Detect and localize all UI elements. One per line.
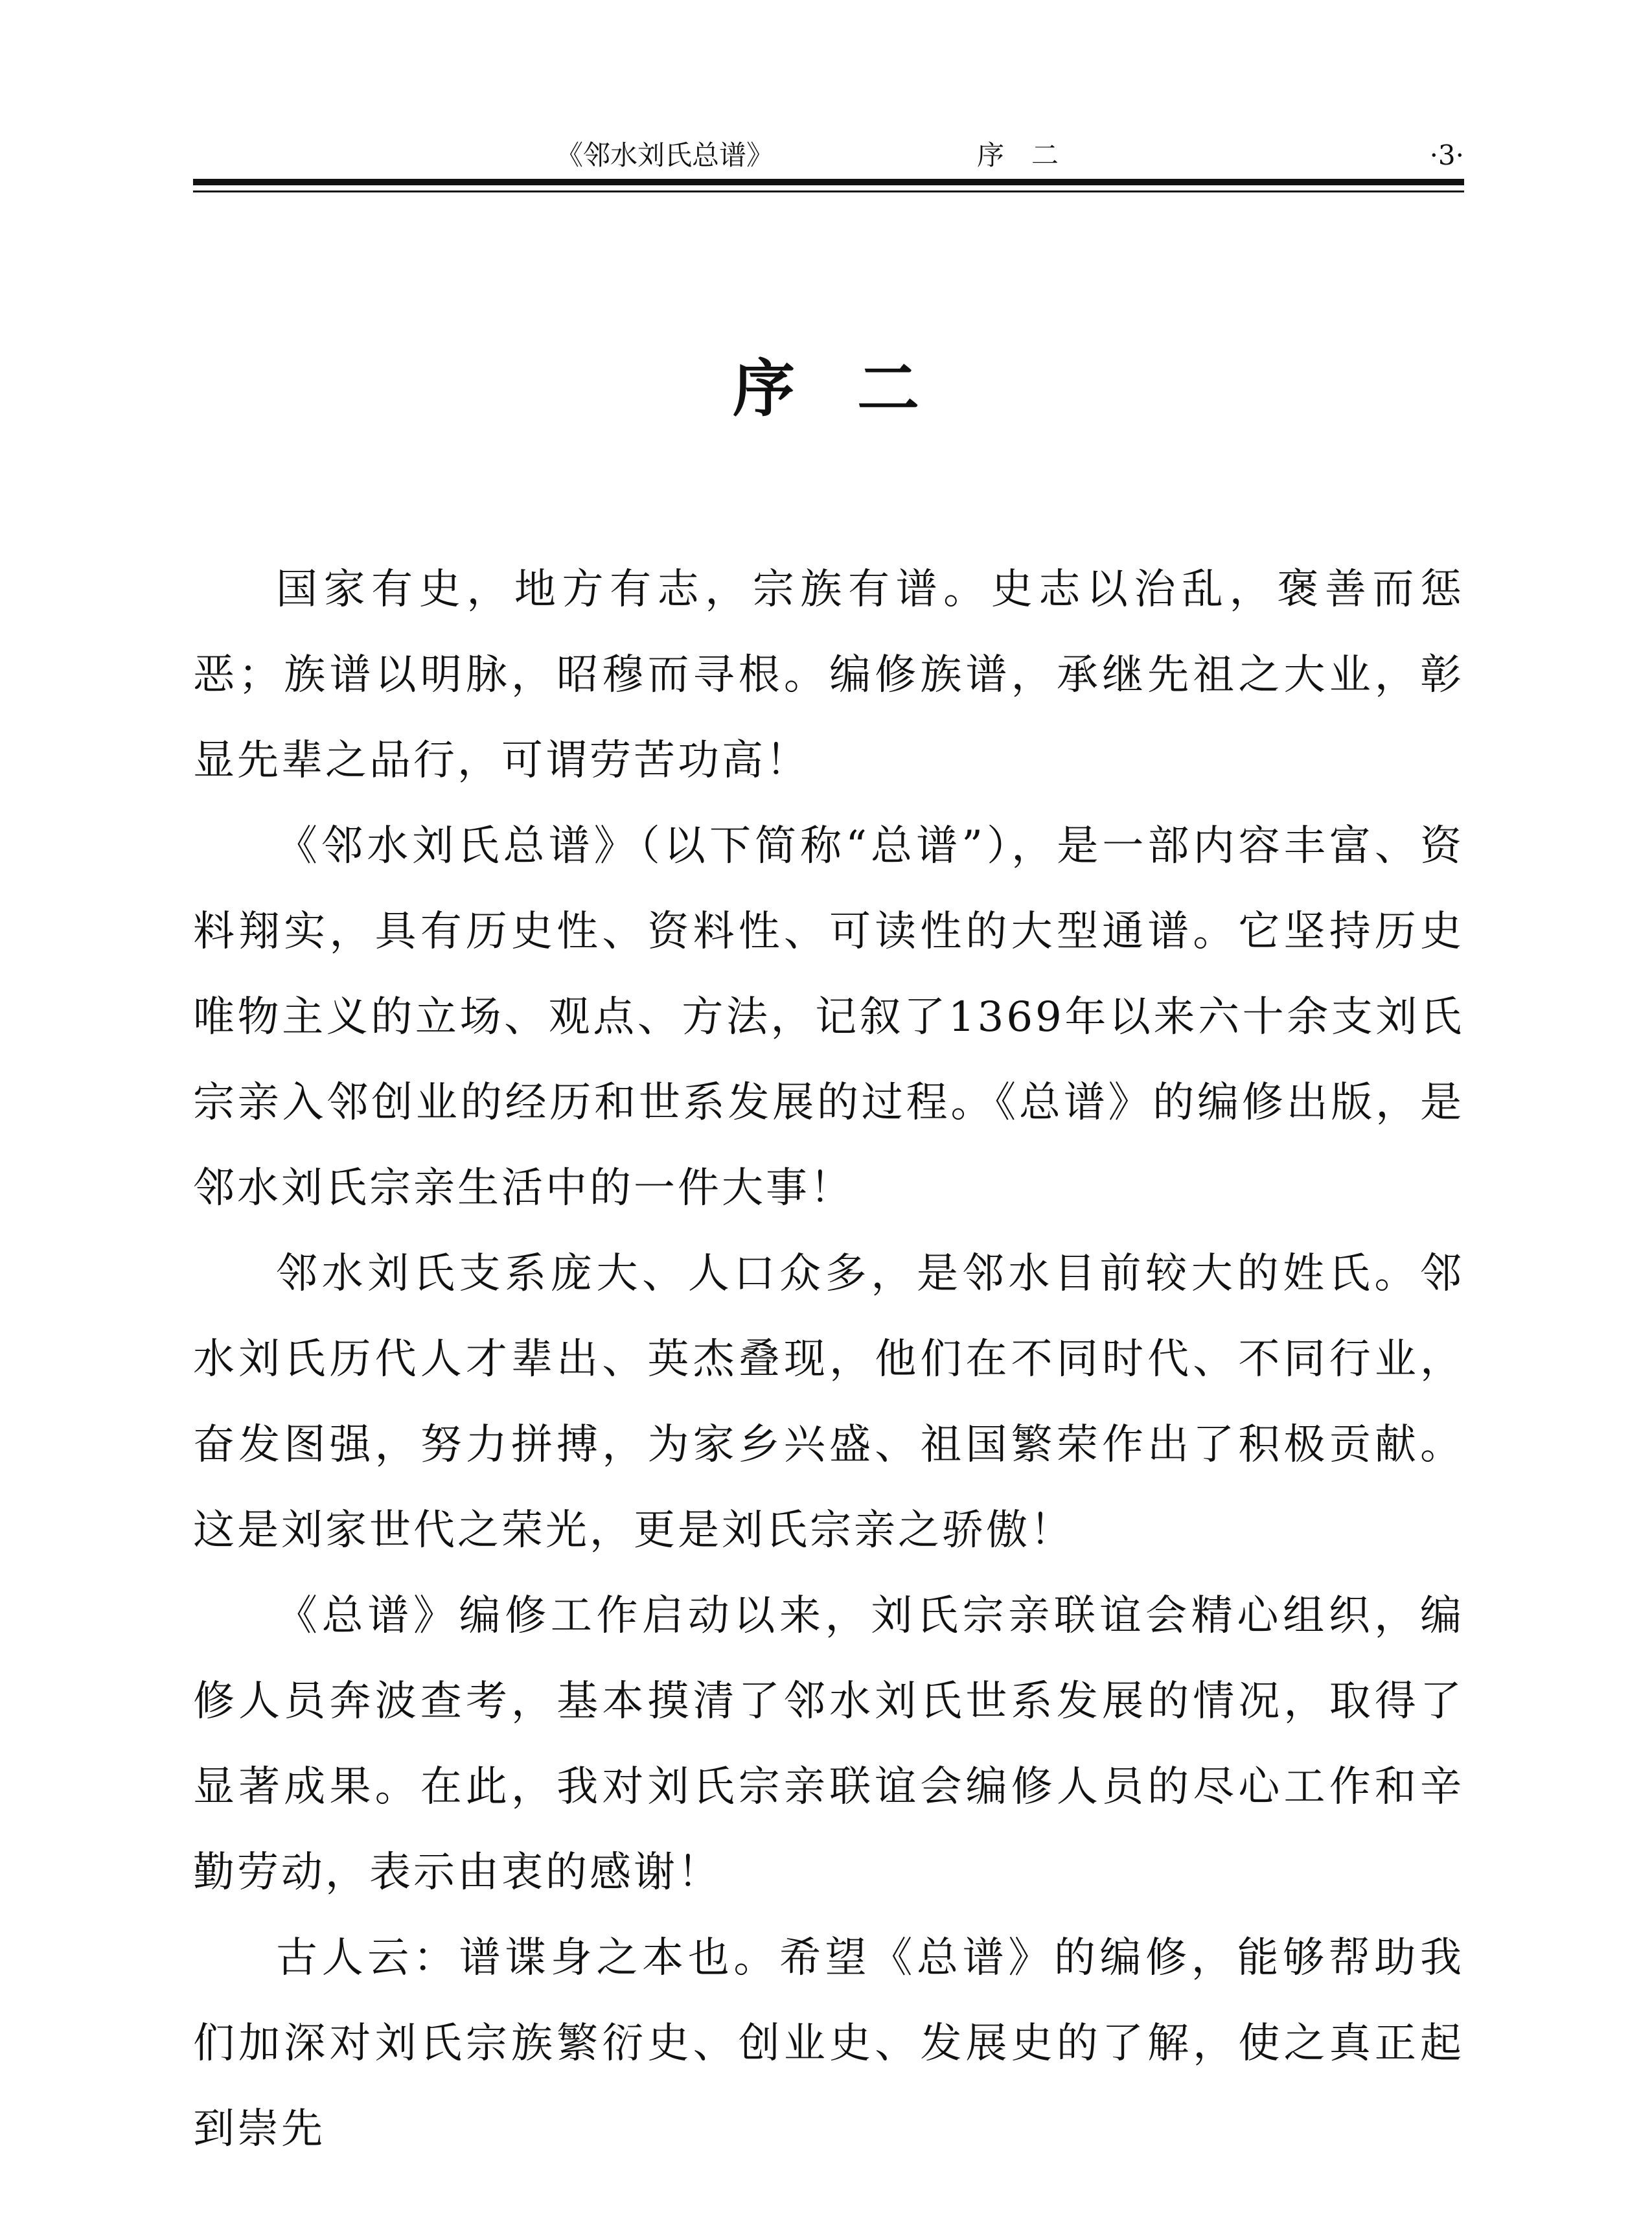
- header-rule-thick: [193, 179, 1464, 185]
- header-section-name: 序 二: [977, 139, 1059, 171]
- paragraph: 国家有史，地方有志，宗族有谱。史志以治乱，褒善而惩恶；族谱以明脉，昭穆而寻根。编修族谱，承继先祖之大业，彰显先辈之品行，可谓劳苦功高！: [193, 566, 1464, 785]
- paragraph: 《总谱》编修工作启动以来，刘氏宗亲联谊会精心组织，编修人员奔波查考，基本摸清了邻水刘氏世系发展的情况，取得了显著成果。在此，我对刘氏宗亲联谊会编修人员的尽心工作和辛勤劳动，表示由衷的感谢！: [193, 1592, 1464, 1897]
- header-rule-thin: [193, 190, 1464, 192]
- paragraph: 邻水刘氏支系庞大、人口众多，是邻水目前较大的姓氏。邻水刘氏历代人才辈出、英杰叠现，他们在不同时代、不同行业，奋发图强，努力拼搏，为家乡兴盛、祖国繁荣作出了积极贡献。这是刘家世代之荣光，更是刘氏宗亲之骄傲！: [193, 1250, 1464, 1554]
- chapter-title: 序 二: [733, 352, 919, 425]
- paragraph: 《邻水刘氏总谱》（以下简称“总谱”），是一部内容丰富、资料翔实，具有历史性、资料性、可读性的大型通谱。它坚持历史唯物主义的立场、观点、方法，记叙了1369年以来六十余支刘氏宗亲入邻创业的经历和世系发展的过程。《总谱》的编修出版，是邻水刘氏宗亲生活中的一件大事！: [193, 822, 1464, 1212]
- running-header: [193, 137, 1464, 174]
- body-text: [193, 547, 1464, 2172]
- paragraph: 古人云：谱谍身之本也。希望《总谱》的编修，能够帮助我们加深对刘氏宗族繁衍史、创业史、发展史的了解，使之真正起到崇先: [193, 1934, 1464, 2153]
- header-page-number: ·3·: [1429, 139, 1464, 171]
- header-book-title: 《邻水刘氏总谱》: [556, 139, 774, 171]
